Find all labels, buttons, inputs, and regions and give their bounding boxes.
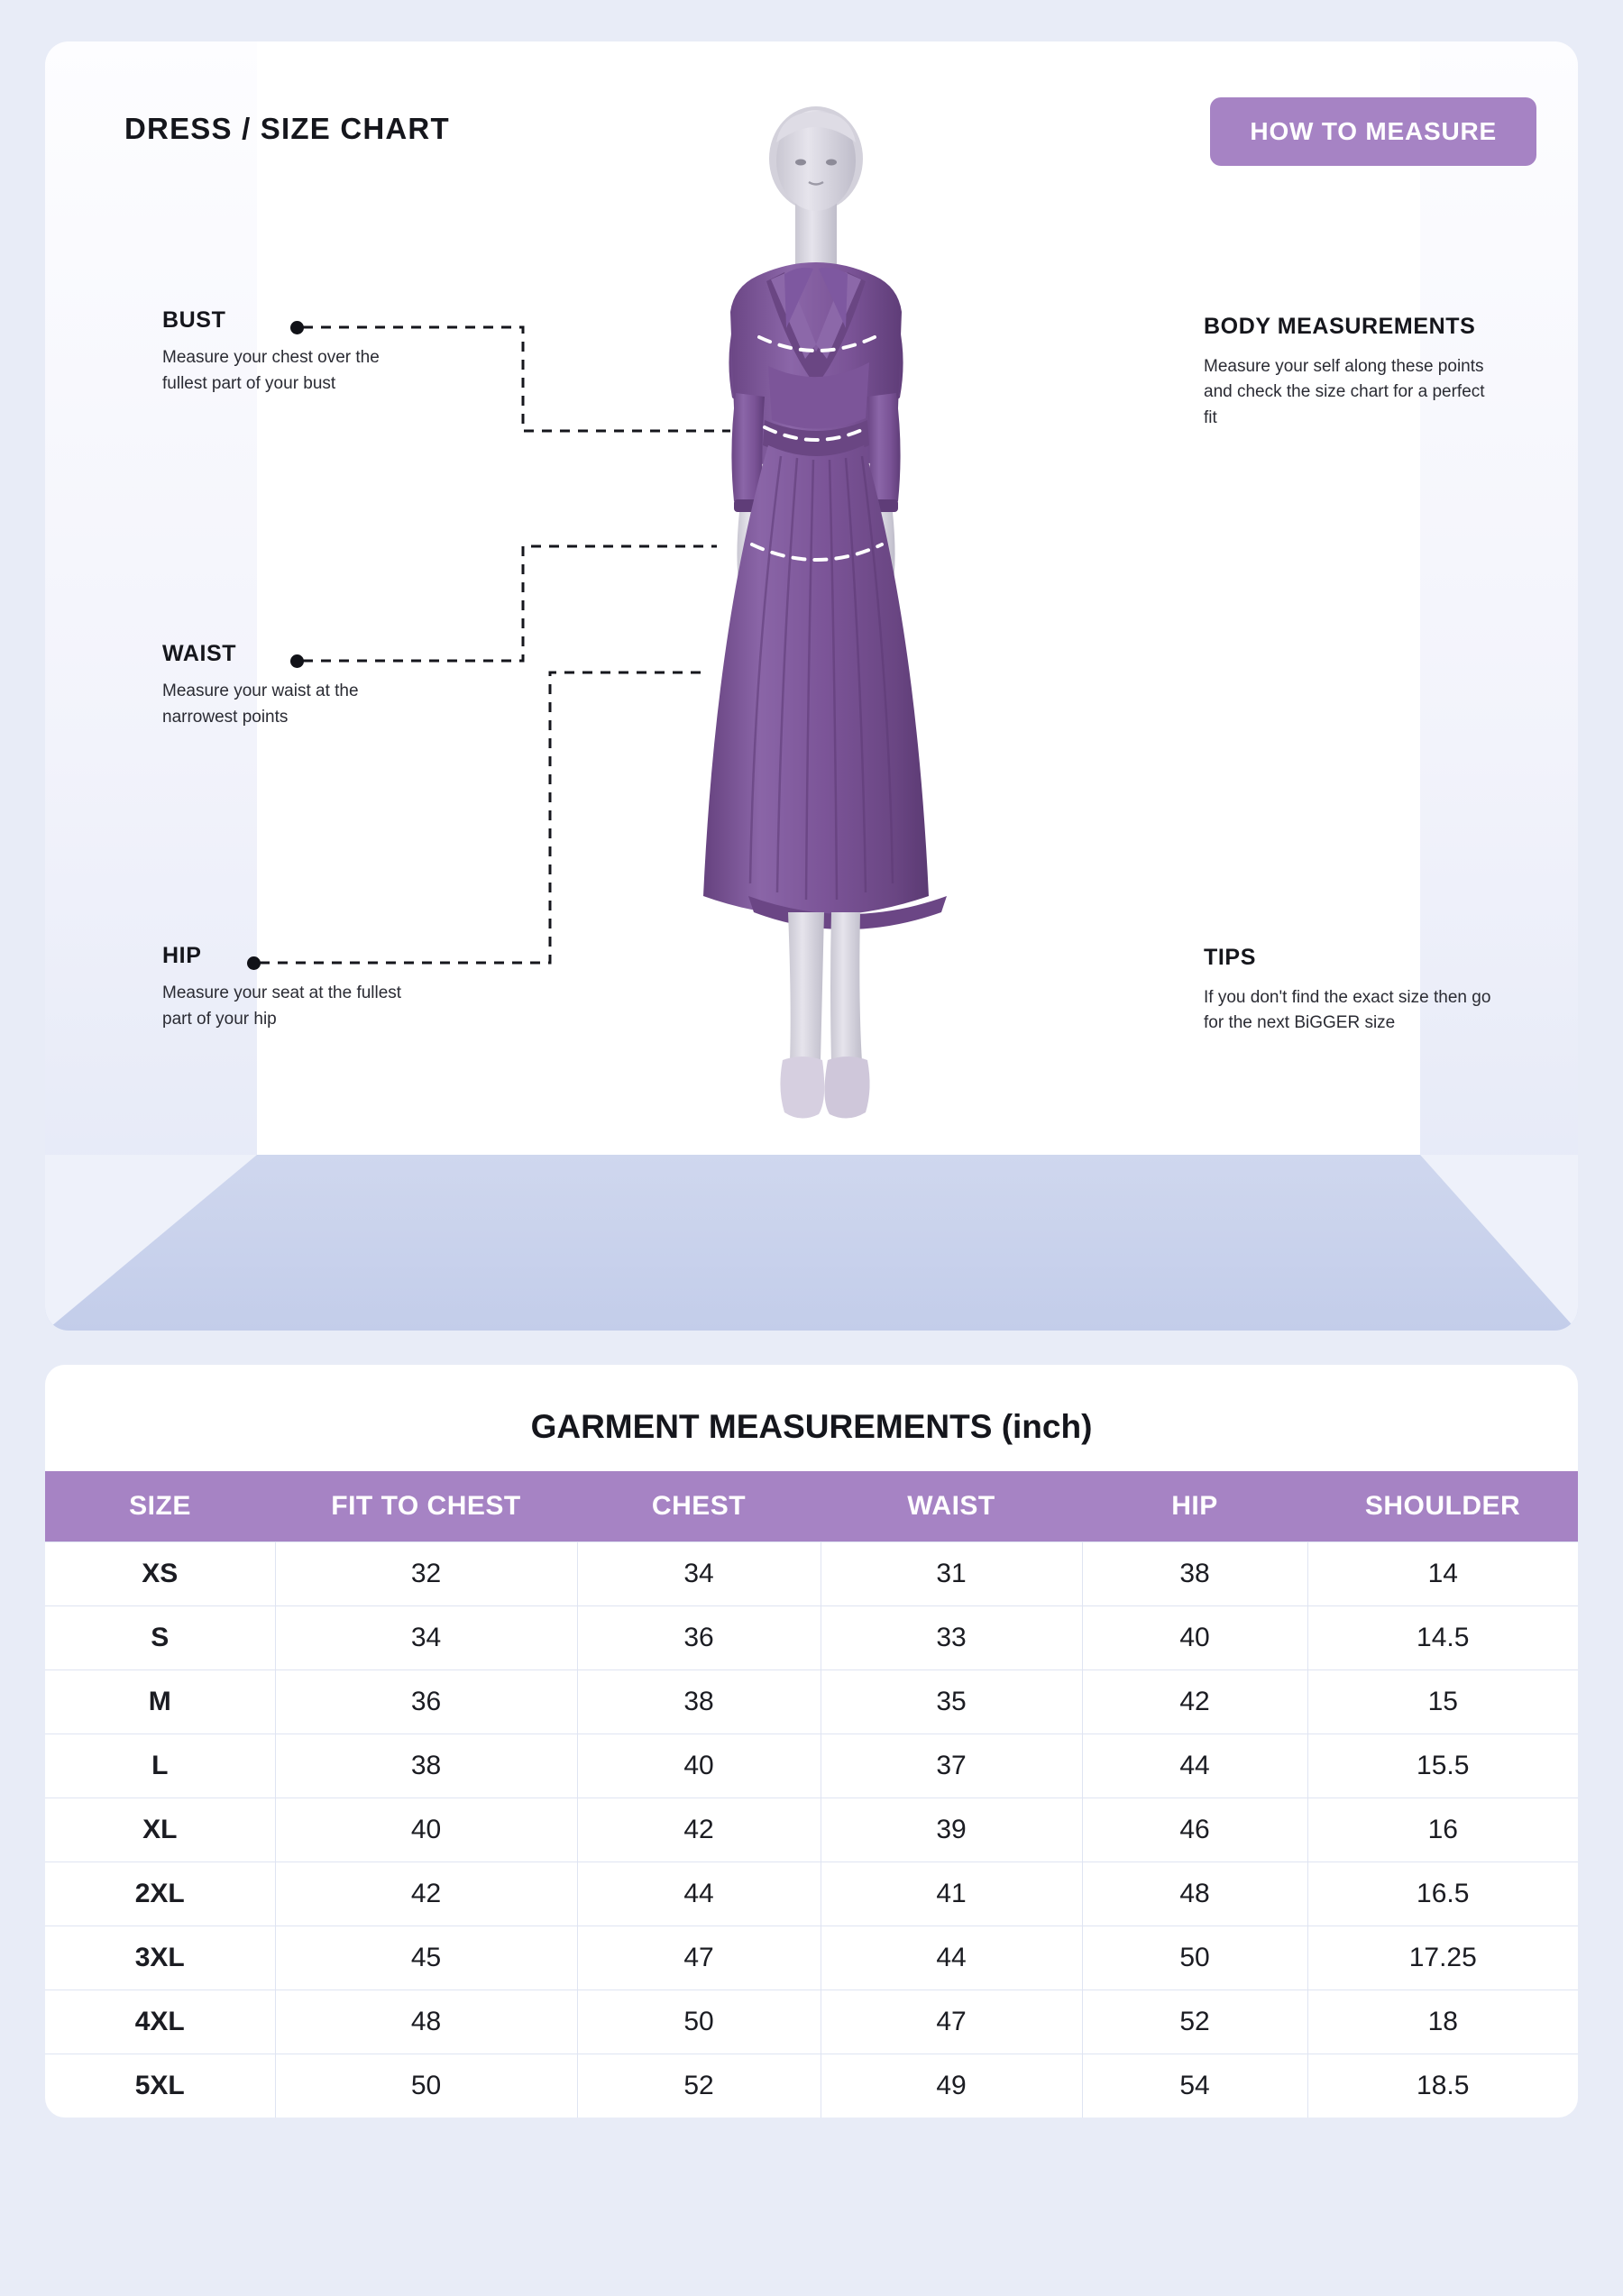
cell-value: 38: [275, 1734, 577, 1798]
cell-value: 48: [275, 1990, 577, 2054]
cell-size: 5XL: [45, 2054, 275, 2118]
cell-value: 50: [577, 1990, 821, 2054]
callout-waist-title: WAIST: [162, 641, 237, 666]
column-header-fit-to-chest: FIT TO CHEST: [275, 1471, 577, 1542]
cell-value: 15: [1307, 1670, 1578, 1734]
cell-value: 44: [821, 1926, 1082, 1990]
table-row: [45, 2054, 1578, 2118]
mannequin-illustration: [604, 96, 1028, 1331]
cell-value: 34: [275, 1606, 577, 1670]
cell-value: 31: [821, 1542, 1082, 1606]
cell-value: 46: [1082, 1798, 1307, 1862]
table-row: [45, 1862, 1578, 1926]
callout-hip-title: HIP: [162, 943, 202, 968]
cell-value: 45: [275, 1926, 577, 1990]
callout-body-measurements: [1204, 312, 1501, 431]
callout-bust-desc: Measure your chest over the fullest part of your bust: [162, 348, 380, 393]
cell-value: 49: [821, 2054, 1082, 2118]
callout-waist-desc: Measure your waist at the narrowest points: [162, 681, 359, 727]
cell-value: 37: [821, 1734, 1082, 1798]
garment-measurements-card: [45, 1365, 1578, 2118]
cell-value: 40: [1082, 1606, 1307, 1670]
cell-value: 47: [821, 1990, 1082, 2054]
cell-value: 52: [577, 2054, 821, 2118]
cell-value: 44: [1082, 1734, 1307, 1798]
callout-tips: [1204, 943, 1501, 1037]
callout-hip: [162, 943, 406, 1032]
cell-size: XS: [45, 1542, 275, 1606]
cell-value: 38: [1082, 1542, 1307, 1606]
callout-bust-title: BUST: [162, 307, 226, 333]
callout-waist: [162, 641, 406, 730]
page-title: DRESS / SIZE CHART: [124, 112, 450, 145]
callout-hip-desc: Measure your seat at the fullest part of your hip: [162, 983, 402, 1029]
column-header-hip: HIP: [1082, 1471, 1307, 1542]
cell-value: 35: [821, 1670, 1082, 1734]
cell-value: 42: [577, 1798, 821, 1862]
cell-value: 18: [1307, 1990, 1578, 2054]
cell-value: 44: [577, 1862, 821, 1926]
cell-value: 48: [1082, 1862, 1307, 1926]
table-row: [45, 1606, 1578, 1670]
column-header-size: SIZE: [45, 1471, 275, 1542]
cell-value: 17.25: [1307, 1926, 1578, 1990]
cell-value: 14.5: [1307, 1606, 1578, 1670]
callout-tips-desc: If you don't find the exact size then go for the next BiGGER size: [1204, 987, 1491, 1033]
cell-value: 36: [275, 1670, 577, 1734]
cell-value: 50: [275, 2054, 577, 2118]
cell-size: XL: [45, 1798, 275, 1862]
cell-size: L: [45, 1734, 275, 1798]
column-header-chest: CHEST: [577, 1471, 821, 1542]
cell-value: 34: [577, 1542, 821, 1606]
cell-size: 3XL: [45, 1926, 275, 1990]
table-row: [45, 1798, 1578, 1862]
cell-value: 42: [1082, 1670, 1307, 1734]
cell-value: 52: [1082, 1990, 1307, 2054]
table-row: [45, 1542, 1578, 1606]
table-row: [45, 1926, 1578, 1990]
measurements-table: [45, 1471, 1578, 2118]
cell-value: 15.5: [1307, 1734, 1578, 1798]
table-header-row: [45, 1471, 1578, 1542]
cell-size: S: [45, 1606, 275, 1670]
cell-value: 42: [275, 1862, 577, 1926]
cell-value: 16.5: [1307, 1862, 1578, 1926]
callout-body-title: BODY MEASUREMENTS: [1204, 314, 1476, 339]
cell-value: 41: [821, 1862, 1082, 1926]
column-header-shoulder: SHOULDER: [1307, 1471, 1578, 1542]
cell-value: 39: [821, 1798, 1082, 1862]
table-row: [45, 1734, 1578, 1798]
how-to-measure-badge: HOW TO MEASURE: [1210, 97, 1536, 166]
table-row: [45, 1990, 1578, 2054]
cell-size: M: [45, 1670, 275, 1734]
cell-value: 50: [1082, 1926, 1307, 1990]
callout-tips-title: TIPS: [1204, 945, 1256, 970]
measurements-table-body: [45, 1542, 1578, 2118]
callout-body-desc: Measure your self along these points and check the size chart for a perfect fit: [1204, 356, 1485, 427]
cell-size: 2XL: [45, 1862, 275, 1926]
cell-value: 16: [1307, 1798, 1578, 1862]
how-to-measure-card: [45, 41, 1578, 1331]
cell-value: 32: [275, 1542, 577, 1606]
column-header-waist: WAIST: [821, 1471, 1082, 1542]
cell-size: 4XL: [45, 1990, 275, 2054]
cell-value: 36: [577, 1606, 821, 1670]
table-title: GARMENT MEASUREMENTS (inch): [530, 1408, 1093, 1445]
cell-value: 40: [577, 1734, 821, 1798]
callout-bust: [162, 307, 406, 397]
table-row: [45, 1670, 1578, 1734]
cell-value: 14: [1307, 1542, 1578, 1606]
cell-value: 38: [577, 1670, 821, 1734]
cell-value: 54: [1082, 2054, 1307, 2118]
cell-value: 18.5: [1307, 2054, 1578, 2118]
cell-value: 33: [821, 1606, 1082, 1670]
cell-value: 40: [275, 1798, 577, 1862]
cell-value: 47: [577, 1926, 821, 1990]
